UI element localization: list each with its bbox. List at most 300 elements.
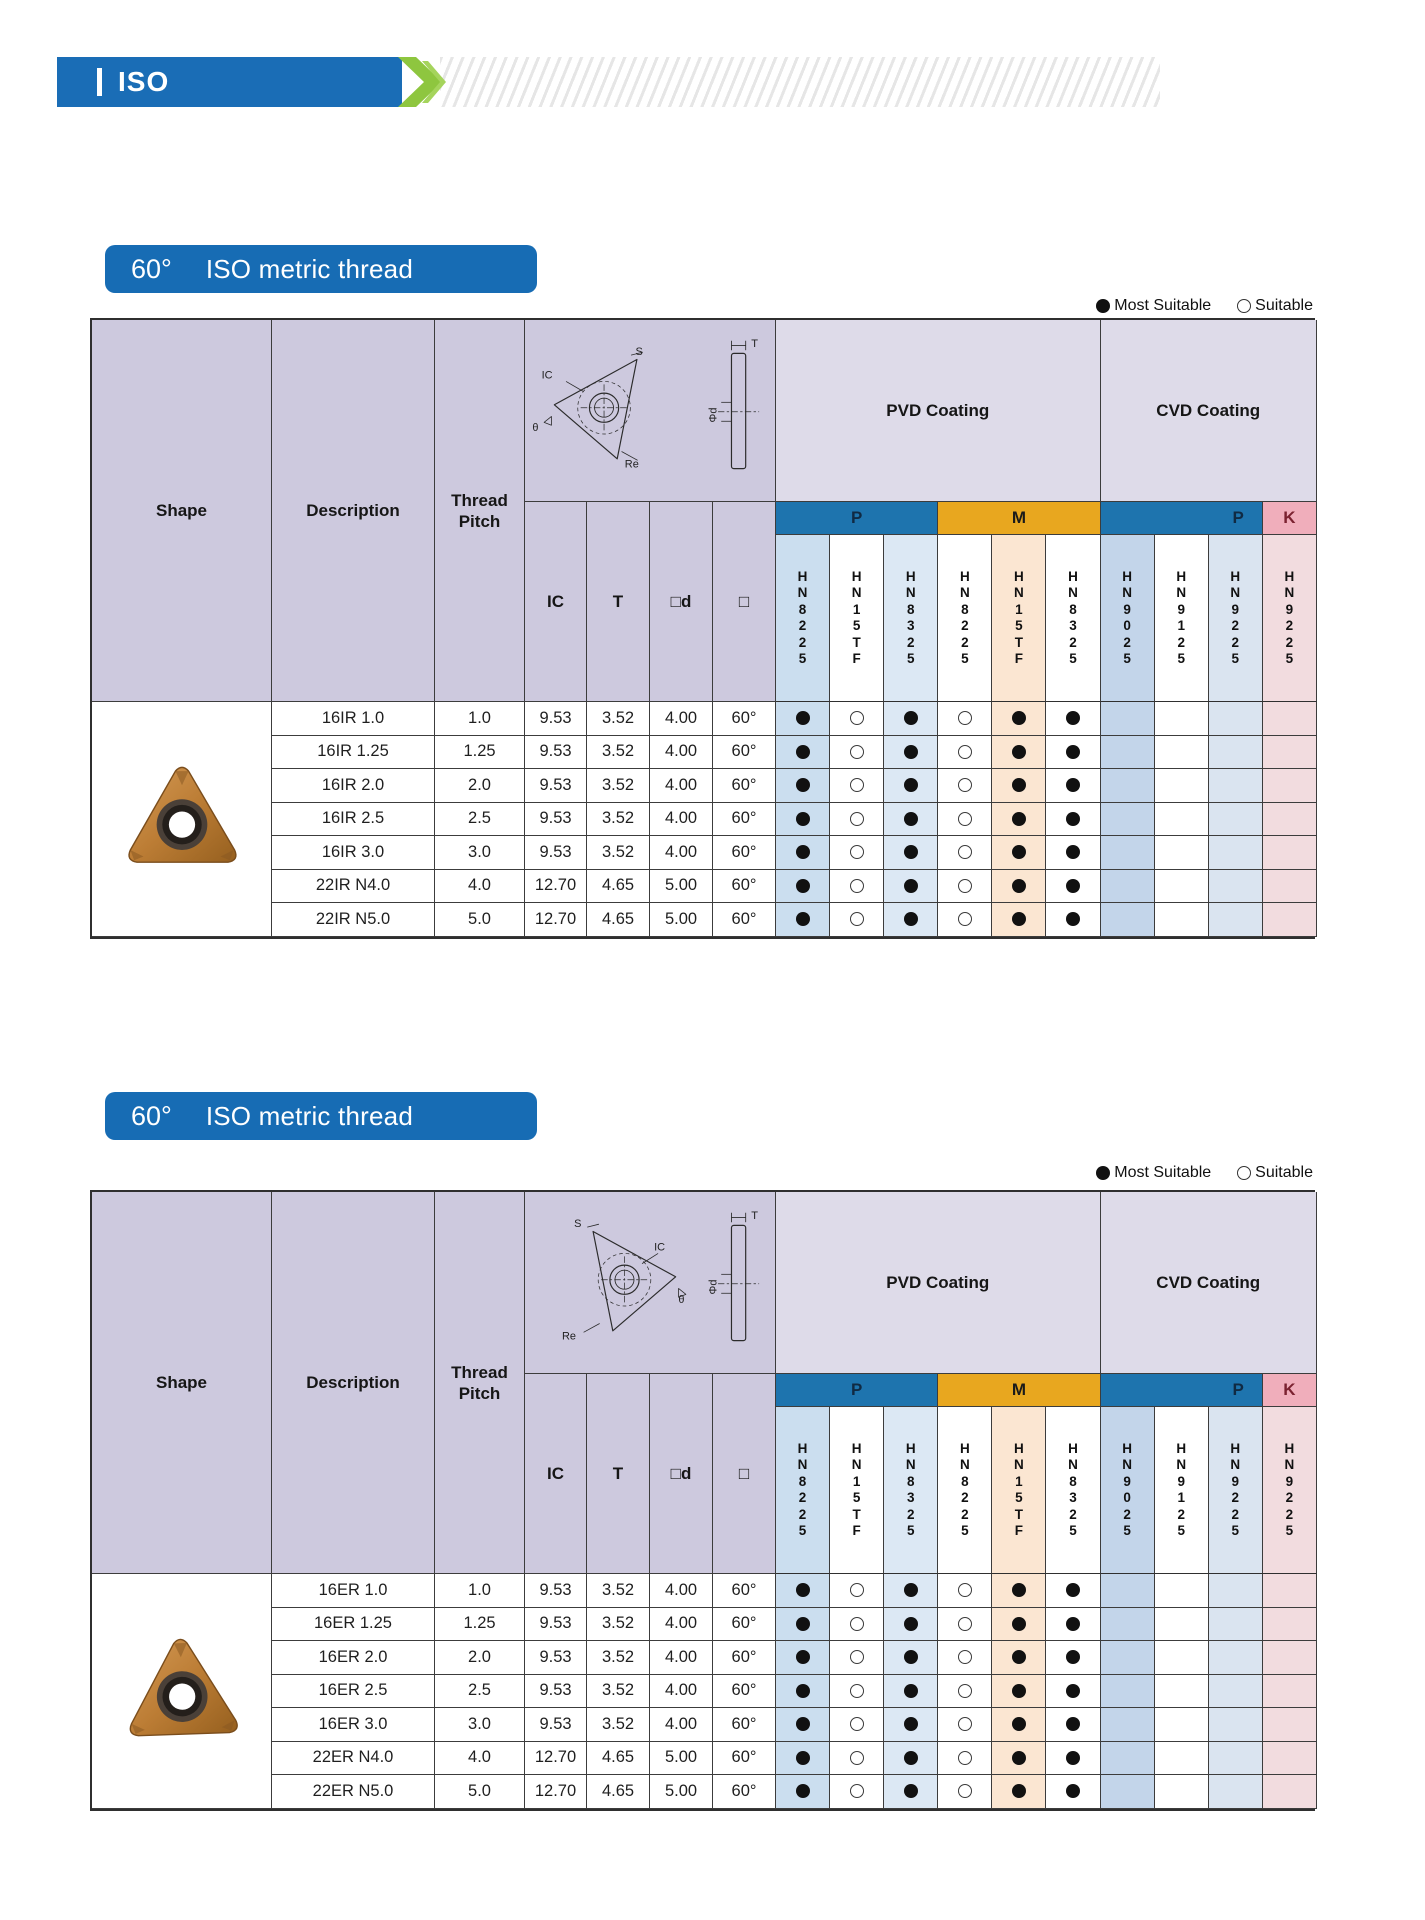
suitability-cell <box>1155 736 1209 770</box>
most-suitable-dot <box>904 1650 918 1664</box>
suitability-cell <box>1101 1708 1155 1742</box>
suitability-cell <box>1046 1708 1100 1742</box>
suitability-legend <box>1096 1163 1313 1183</box>
suitability-cell <box>1263 836 1317 870</box>
suitable-dot <box>958 912 972 926</box>
suitability-cell <box>1101 1775 1155 1809</box>
suitability-cell <box>1101 836 1155 870</box>
most-suitable-dot <box>904 745 918 759</box>
suitability-cell <box>830 736 884 770</box>
dim-header-1: T <box>587 1374 650 1574</box>
suitability-cell <box>992 870 1046 904</box>
suitability-cell <box>776 903 830 937</box>
most-suitable-dot <box>796 778 810 792</box>
cell-description: 16IR 2.5 <box>272 803 435 837</box>
suitability-cell <box>830 1775 884 1809</box>
suitability-cell <box>1155 803 1209 837</box>
cell-angle: 60° <box>713 1608 776 1642</box>
suitability-cell <box>884 769 938 803</box>
suitability-cell <box>830 1608 884 1642</box>
suitability-cell <box>884 1574 938 1608</box>
cell-t: 3.52 <box>587 1675 650 1709</box>
cell-d: 4.00 <box>650 1641 713 1675</box>
most-suitable-dot <box>796 711 810 725</box>
dimension-diagram-cell <box>525 1192 776 1374</box>
suitability-cell <box>830 1675 884 1709</box>
cell-ic: 12.70 <box>525 1742 587 1776</box>
cell-ic: 9.53 <box>525 1675 587 1709</box>
grade-header-hn9225-8: H N 9 2 2 5 <box>1209 535 1263 702</box>
cell-description: 16ER 1.0 <box>272 1574 435 1608</box>
suitability-cell <box>776 1675 830 1709</box>
cell-ic: 9.53 <box>525 1708 587 1742</box>
most-suitable-dot <box>796 1583 810 1597</box>
suitable-dot <box>850 845 864 859</box>
suitable-dot <box>850 1784 864 1798</box>
cell-angle: 60° <box>713 736 776 770</box>
suitability-cell <box>776 1742 830 1776</box>
cell-angle: 60° <box>713 1675 776 1709</box>
suitability-cell <box>992 702 1046 736</box>
grade-header-hn8325-5: H N 8 3 2 5 <box>1046 1407 1100 1574</box>
most-suitable-dot <box>1066 812 1080 826</box>
cell-ic: 9.53 <box>525 736 587 770</box>
suitability-cell <box>1209 736 1263 770</box>
cell-d: 5.00 <box>650 1742 713 1776</box>
cell-angle: 60° <box>713 702 776 736</box>
cell-t: 3.52 <box>587 769 650 803</box>
suitability-cell <box>1209 1675 1263 1709</box>
most-suitable-dot <box>1066 711 1080 725</box>
suitability-cell <box>830 836 884 870</box>
suitability-cell <box>992 1608 1046 1642</box>
suitability-cell <box>1155 1608 1209 1642</box>
title-degree: 60° <box>131 253 172 284</box>
suitability-cell <box>776 736 830 770</box>
most-suitable-dot <box>1012 812 1026 826</box>
svg-text:Re: Re <box>624 458 639 471</box>
dim-header-3: □ <box>713 502 776 702</box>
suitability-cell <box>1263 870 1317 904</box>
svg-text:IC: IC <box>541 368 553 381</box>
most-suitable-dot <box>1066 912 1080 926</box>
most-suitable-dot <box>796 879 810 893</box>
suitability-cell <box>1101 769 1155 803</box>
suitability-cell <box>1209 803 1263 837</box>
suitable-dot <box>850 778 864 792</box>
cell-thread-pitch: 2.5 <box>435 1675 525 1709</box>
most-suitable-dot <box>904 711 918 725</box>
insert-photo <box>121 762 243 876</box>
cell-ic: 12.70 <box>525 1775 587 1809</box>
suitability-cell <box>884 1608 938 1642</box>
most-suitable-dot <box>796 1751 810 1765</box>
most-suitable-dot <box>904 912 918 926</box>
suitability-cell <box>938 702 992 736</box>
suitability-cell <box>1101 1675 1155 1709</box>
svg-text:S: S <box>635 345 643 358</box>
most-suitable-dot <box>1012 879 1026 893</box>
column-header-description: Description <box>272 320 435 702</box>
suitable-dot <box>958 745 972 759</box>
dim-header-1: T <box>587 502 650 702</box>
suitability-cell <box>992 1641 1046 1675</box>
suitability-cell <box>938 803 992 837</box>
suitability-cell <box>1263 1708 1317 1742</box>
most-suitable-dot <box>796 812 810 826</box>
suitability-cell <box>776 1574 830 1608</box>
shape-photo-cell <box>92 702 272 937</box>
grade-header-hn8225-0: H N 8 2 2 5 <box>776 1407 830 1574</box>
suitable-dot <box>850 912 864 926</box>
most-suitable-dot <box>904 1784 918 1798</box>
cell-thread-pitch: 4.0 <box>435 870 525 904</box>
most-suitable-dot <box>1066 879 1080 893</box>
cell-description: 22ER N4.0 <box>272 1742 435 1776</box>
suitability-cell <box>1046 1742 1100 1776</box>
cell-ic: 12.70 <box>525 870 587 904</box>
cell-description: 16IR 1.25 <box>272 736 435 770</box>
cell-d: 4.00 <box>650 1574 713 1608</box>
most-suitable-dot <box>796 1784 810 1798</box>
suitability-cell <box>1046 870 1100 904</box>
suitability-cell <box>1046 1608 1100 1642</box>
suitable-dot <box>958 1784 972 1798</box>
suitable-dot <box>850 1583 864 1597</box>
legend-suitable-label: Suitable <box>1255 1164 1313 1181</box>
most-suitable-dot <box>1012 1784 1026 1798</box>
band-header-m: M <box>938 1374 1100 1407</box>
suitability-cell <box>1101 736 1155 770</box>
cell-description: 16IR 3.0 <box>272 836 435 870</box>
grade-header-hn9125-7: H N 9 1 2 5 <box>1155 535 1209 702</box>
grade-header-hn9025-6: H N 9 0 2 5 <box>1101 1407 1155 1574</box>
most-suitable-dot <box>796 1617 810 1631</box>
suitability-cell <box>992 836 1046 870</box>
suitability-cell <box>1046 803 1100 837</box>
suitability-cell <box>1155 1742 1209 1776</box>
cell-description: 22ER N5.0 <box>272 1775 435 1809</box>
cell-ic: 9.53 <box>525 1641 587 1675</box>
section-title <box>105 1092 537 1140</box>
most-suitable-dot <box>1012 1650 1026 1664</box>
banner-accent-bar <box>97 68 102 96</box>
most-suitable-dot <box>904 879 918 893</box>
dim-header-0: IC <box>525 502 587 702</box>
cell-t: 3.52 <box>587 736 650 770</box>
suitability-cell <box>938 1675 992 1709</box>
chevron-right-icon <box>398 57 450 107</box>
suitability-cell <box>1155 702 1209 736</box>
most-suitable-dot <box>904 1684 918 1698</box>
cell-t: 3.52 <box>587 1608 650 1642</box>
band-header-p: P <box>776 502 938 535</box>
most-suitable-dot <box>1012 1751 1026 1765</box>
suitability-cell <box>938 769 992 803</box>
suitability-cell <box>776 702 830 736</box>
suitability-cell <box>776 836 830 870</box>
cell-description: 16ER 2.5 <box>272 1675 435 1709</box>
cell-thread-pitch: 3.0 <box>435 836 525 870</box>
suitability-cell <box>1263 1574 1317 1608</box>
cell-d: 4.00 <box>650 803 713 837</box>
suitability-cell <box>1101 870 1155 904</box>
most-suitable-dot <box>1066 1784 1080 1798</box>
suitability-cell <box>992 903 1046 937</box>
suitable-dot <box>850 812 864 826</box>
suitability-cell <box>1155 870 1209 904</box>
most-suitable-dot <box>1066 778 1080 792</box>
cell-t: 4.65 <box>587 1775 650 1809</box>
legend-most-label: Most Suitable <box>1114 297 1212 314</box>
suitability-cell <box>1101 903 1155 937</box>
suitability-cell <box>938 1608 992 1642</box>
suitability-cell <box>992 1775 1046 1809</box>
page-banner <box>0 57 1425 107</box>
suitability-cell <box>1046 736 1100 770</box>
banner-blue-box <box>57 57 402 107</box>
suitability-cell <box>1263 903 1317 937</box>
legend-most-label: Most Suitable <box>1114 1164 1212 1181</box>
suitability-cell <box>1155 1641 1209 1675</box>
suitability-cell <box>884 1742 938 1776</box>
cell-ic: 9.53 <box>525 702 587 736</box>
suitability-cell <box>1263 702 1317 736</box>
most-suitable-dot <box>1066 1684 1080 1698</box>
cvd-coating-header: CVD Coating <box>1101 320 1317 502</box>
most-suitable-dot <box>1012 845 1026 859</box>
side-view-drawing <box>705 336 769 486</box>
cell-d: 4.00 <box>650 1608 713 1642</box>
suitable-dot <box>850 1650 864 1664</box>
suitability-cell <box>884 1775 938 1809</box>
grade-header-hn8225-3: H N 8 2 2 5 <box>938 1407 992 1574</box>
suitability-cell <box>1209 903 1263 937</box>
dim-header-2: □d <box>650 1374 713 1574</box>
cell-t: 3.52 <box>587 1641 650 1675</box>
suitability-cell <box>1101 702 1155 736</box>
most-suitable-dot <box>1066 1717 1080 1731</box>
cell-thread-pitch: 1.0 <box>435 1574 525 1608</box>
grade-header-hn9025-6: H N 9 0 2 5 <box>1101 535 1155 702</box>
filled-dot-icon <box>1096 1166 1110 1180</box>
suitability-cell <box>1155 836 1209 870</box>
cell-thread-pitch: 5.0 <box>435 1775 525 1809</box>
dim-header-2: □d <box>650 502 713 702</box>
suitable-dot <box>850 1684 864 1698</box>
suitability-cell <box>1263 1675 1317 1709</box>
suitability-cell <box>776 803 830 837</box>
suitability-cell <box>776 1608 830 1642</box>
suitability-cell <box>776 1708 830 1742</box>
suitability-cell <box>1155 1775 1209 1809</box>
suitability-cell <box>938 736 992 770</box>
suitable-dot <box>958 879 972 893</box>
suitability-cell <box>830 1708 884 1742</box>
suitable-dot <box>958 812 972 826</box>
suitable-dot <box>958 711 972 725</box>
suitability-cell <box>1046 702 1100 736</box>
suitable-dot <box>850 879 864 893</box>
cell-t: 4.65 <box>587 870 650 904</box>
suitability-cell <box>1155 903 1209 937</box>
spec-table <box>90 318 1315 939</box>
suitability-cell <box>830 803 884 837</box>
cell-d: 4.00 <box>650 1675 713 1709</box>
most-suitable-dot <box>1066 1583 1080 1597</box>
cell-t: 3.52 <box>587 1708 650 1742</box>
column-header-shape: Shape <box>92 1192 272 1574</box>
most-suitable-dot <box>1012 1684 1026 1698</box>
most-suitable-dot <box>1012 711 1026 725</box>
most-suitable-dot <box>1012 1717 1026 1731</box>
cell-t: 3.52 <box>587 1574 650 1608</box>
section-title <box>105 245 537 293</box>
cell-thread-pitch: 2.5 <box>435 803 525 837</box>
suitability-cell <box>1155 769 1209 803</box>
cell-d: 4.00 <box>650 1708 713 1742</box>
suitable-dot <box>850 1717 864 1731</box>
suitability-cell <box>1209 1641 1263 1675</box>
most-suitable-dot <box>904 845 918 859</box>
cell-thread-pitch: 2.0 <box>435 769 525 803</box>
suitability-cell <box>1209 769 1263 803</box>
band-header-p: P <box>776 1374 938 1407</box>
column-header-description: Description <box>272 1192 435 1574</box>
grade-header-hn15tf-1: H N 1 5 T F <box>830 1407 884 1574</box>
suitability-cell <box>884 803 938 837</box>
most-suitable-dot <box>904 1751 918 1765</box>
most-suitable-dot <box>904 1617 918 1631</box>
most-suitable-dot <box>1066 745 1080 759</box>
insert-drawing <box>531 343 699 479</box>
band-header-m: M <box>938 502 1100 535</box>
cell-d: 4.00 <box>650 836 713 870</box>
cell-d: 5.00 <box>650 1775 713 1809</box>
cell-t: 3.52 <box>587 836 650 870</box>
cell-angle: 60° <box>713 870 776 904</box>
shape-photo-cell <box>92 1574 272 1809</box>
suitable-dot <box>958 778 972 792</box>
title-degree: 60° <box>131 1100 172 1131</box>
suitability-cell <box>884 1641 938 1675</box>
most-suitable-dot <box>1066 1751 1080 1765</box>
suitability-cell <box>1263 803 1317 837</box>
suitability-cell <box>1046 769 1100 803</box>
suitability-cell <box>1209 1775 1263 1809</box>
cell-angle: 60° <box>713 1775 776 1809</box>
title-text: ISO metric thread <box>205 253 413 284</box>
most-suitable-dot <box>1012 912 1026 926</box>
suitability-cell <box>1046 1775 1100 1809</box>
grade-header-hn15tf-1: H N 1 5 T F <box>830 535 884 702</box>
svg-text:IC: IC <box>654 1240 666 1253</box>
insert-photo <box>119 1632 245 1750</box>
suitable-dot <box>958 1717 972 1731</box>
grade-header-hn9225-9: H N 9 2 2 5 <box>1263 1407 1317 1574</box>
suitable-dot <box>850 1751 864 1765</box>
suitability-cell <box>938 836 992 870</box>
cell-angle: 60° <box>713 803 776 837</box>
grade-header-hn8325-2: H N 8 3 2 5 <box>884 535 938 702</box>
most-suitable-dot <box>1012 745 1026 759</box>
cell-angle: 60° <box>713 1742 776 1776</box>
cell-thread-pitch: 1.25 <box>435 1608 525 1642</box>
suitability-cell <box>1046 1641 1100 1675</box>
column-header-thread-pitch: Thread Pitch <box>435 320 525 702</box>
grade-header-hn15tf-4: H N 1 5 T F <box>992 535 1046 702</box>
suitability-cell <box>1209 836 1263 870</box>
suitable-dot <box>850 745 864 759</box>
band-header-k: K <box>1263 1374 1317 1407</box>
cell-t: 4.65 <box>587 903 650 937</box>
suitability-cell <box>1209 1742 1263 1776</box>
pvd-coating-header: PVD Coating <box>776 320 1101 502</box>
suitability-cell <box>992 803 1046 837</box>
cell-d: 4.00 <box>650 736 713 770</box>
suitability-cell <box>938 1574 992 1608</box>
cell-d: 4.00 <box>650 769 713 803</box>
suitability-cell <box>938 870 992 904</box>
suitability-cell <box>830 1641 884 1675</box>
most-suitable-dot <box>904 1583 918 1597</box>
most-suitable-dot <box>1012 778 1026 792</box>
cell-angle: 60° <box>713 1708 776 1742</box>
cell-ic: 9.53 <box>525 769 587 803</box>
most-suitable-dot <box>1012 1617 1026 1631</box>
legend-suitable-label: Suitable <box>1255 297 1313 314</box>
most-suitable-dot <box>904 778 918 792</box>
suitable-dot <box>850 711 864 725</box>
grade-header-hn9225-8: H N 9 2 2 5 <box>1209 1407 1263 1574</box>
spec-table <box>90 1190 1315 1811</box>
suitability-cell <box>884 903 938 937</box>
cell-description: 16ER 1.25 <box>272 1608 435 1642</box>
band-header-k: K <box>1263 502 1317 535</box>
cell-thread-pitch: 1.25 <box>435 736 525 770</box>
cell-thread-pitch: 3.0 <box>435 1708 525 1742</box>
most-suitable-dot <box>1066 845 1080 859</box>
grade-header-hn8225-3: H N 8 2 2 5 <box>938 535 992 702</box>
cell-t: 3.52 <box>587 702 650 736</box>
open-dot-icon <box>1237 1166 1251 1180</box>
grade-header-hn9125-7: H N 9 1 2 5 <box>1155 1407 1209 1574</box>
suitable-dot <box>958 1751 972 1765</box>
suitability-cell <box>1263 1641 1317 1675</box>
cell-description: 22IR N5.0 <box>272 903 435 937</box>
cell-ic: 12.70 <box>525 903 587 937</box>
suitability-cell <box>776 870 830 904</box>
suitable-dot <box>850 1617 864 1631</box>
most-suitable-dot <box>904 812 918 826</box>
cell-thread-pitch: 1.0 <box>435 702 525 736</box>
most-suitable-dot <box>796 1684 810 1698</box>
suitability-cell <box>938 903 992 937</box>
suitability-cell <box>992 1675 1046 1709</box>
suitability-cell <box>1046 836 1100 870</box>
suitability-cell <box>1046 903 1100 937</box>
insert-drawing <box>531 1215 699 1351</box>
dimension-diagram-cell <box>525 320 776 502</box>
suitability-cell <box>1263 1742 1317 1776</box>
suitability-cell <box>992 1574 1046 1608</box>
suitability-cell <box>1209 1608 1263 1642</box>
grade-header-hn8325-5: H N 8 3 2 5 <box>1046 535 1100 702</box>
suitability-cell <box>830 702 884 736</box>
suitability-cell <box>938 1775 992 1809</box>
grade-header-hn8225-0: H N 8 2 2 5 <box>776 535 830 702</box>
filled-dot-icon <box>1096 299 1110 313</box>
